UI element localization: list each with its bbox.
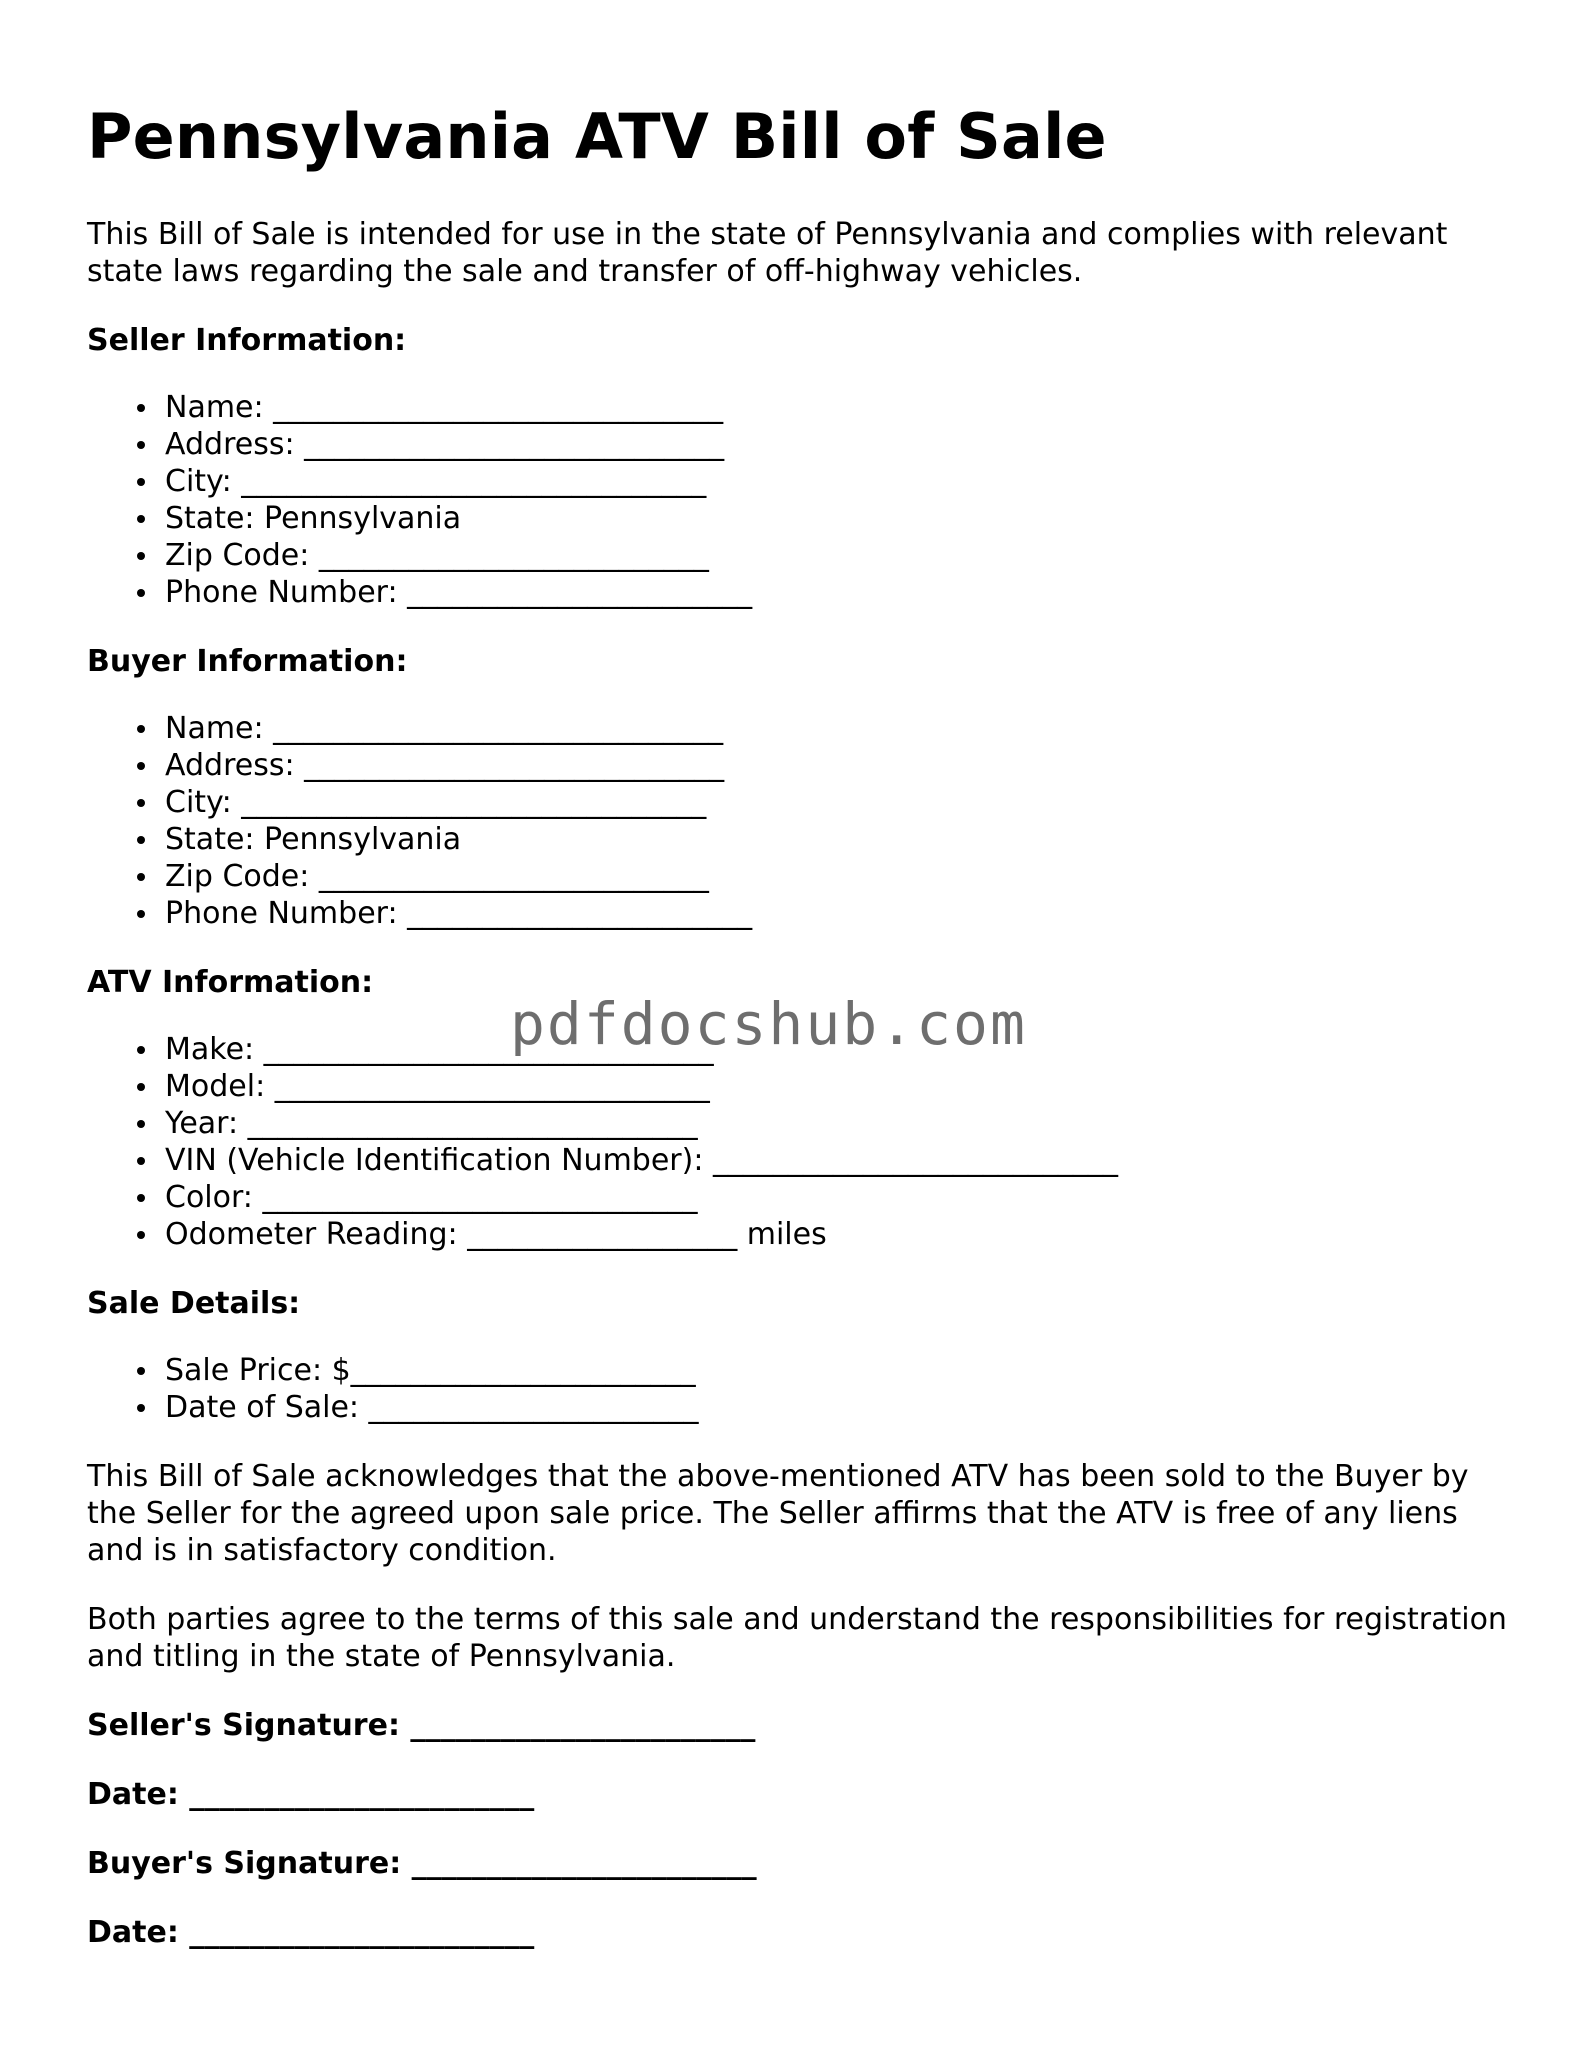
watermark-text: pdfdocshub.com <box>510 990 1027 1058</box>
buyer-signature-line: Buyer's Signature: _______________________ <box>87 1846 757 1882</box>
atv-model-field: Model: _____________________________ <box>165 1068 1507 1105</box>
atv-odometer-field: Odometer Reading: __________________ miles <box>165 1216 1507 1253</box>
atv-heading: ATV Information: <box>87 965 374 1001</box>
seller-list <box>87 389 1507 611</box>
intro-paragraph: This Bill of Sale is intended for use in the state of Pennsylvania and complies with relevant state laws regarding the sale and transfer of off-highway vehicles. <box>87 217 1448 290</box>
seller-name-field: Name: ______________________________ <box>165 389 1507 426</box>
seller-city-field: City: _______________________________ <box>165 463 1507 500</box>
buyer-heading: Buyer Information: <box>87 644 408 680</box>
buyer-date-line: Date: _______________________ <box>87 1915 535 1951</box>
agreement-paragraph: Both parties agree to the terms of this sale and understand the responsibilities for registration and titling in the state of Pennsylvania. <box>87 1602 1507 1675</box>
sale-heading: Sale Details: <box>87 1286 301 1322</box>
buyer-name-field: Name: ______________________________ <box>165 710 1507 747</box>
seller-state-field: State: Pennsylvania <box>165 500 1507 537</box>
buyer-phone-field: Phone Number: _______________________ <box>165 895 1507 932</box>
atv-color-field: Color: _____________________________ <box>165 1179 1507 1216</box>
buyer-state-field: State: Pennsylvania <box>165 821 1507 858</box>
atv-year-field: Year: ______________________________ <box>165 1105 1507 1142</box>
seller-address-field: Address: ____________________________ <box>165 426 1507 463</box>
sale-date-field: Date of Sale: ______________________ <box>165 1389 1507 1426</box>
buyer-city-field: City: _______________________________ <box>165 784 1507 821</box>
buyer-list <box>87 710 1507 932</box>
acknowledgement-paragraph: This Bill of Sale acknowledges that the above-mentioned ATV has been sold to the Buyer by the Seller for the agreed upon sale price. The Seller affirms that the ATV is free of any liens and is in satisfactory condition. <box>87 1459 1469 1569</box>
seller-heading: Seller Information: <box>87 323 407 359</box>
atv-vin-field: VIN (Vehicle Identification Number): ___________________________ <box>165 1142 1507 1179</box>
buyer-address-field: Address: ____________________________ <box>165 747 1507 784</box>
seller-phone-field: Phone Number: _______________________ <box>165 574 1507 611</box>
buyer-zip-field: Zip Code: __________________________ <box>165 858 1507 895</box>
seller-signature-line: Seller's Signature: _______________________ <box>87 1708 756 1744</box>
atv-make-field: Make: ______________________________ <box>165 1031 1507 1068</box>
seller-date-line: Date: _______________________ <box>87 1777 535 1813</box>
document-page <box>87 100 1507 1983</box>
page-title: Pennsylvania ATV Bill of Sale <box>87 100 1107 173</box>
seller-zip-field: Zip Code: __________________________ <box>165 537 1507 574</box>
sale-list <box>87 1352 1507 1426</box>
sale-price-field: Sale Price: $_______________________ <box>165 1352 1507 1389</box>
atv-list <box>87 1031 1507 1253</box>
